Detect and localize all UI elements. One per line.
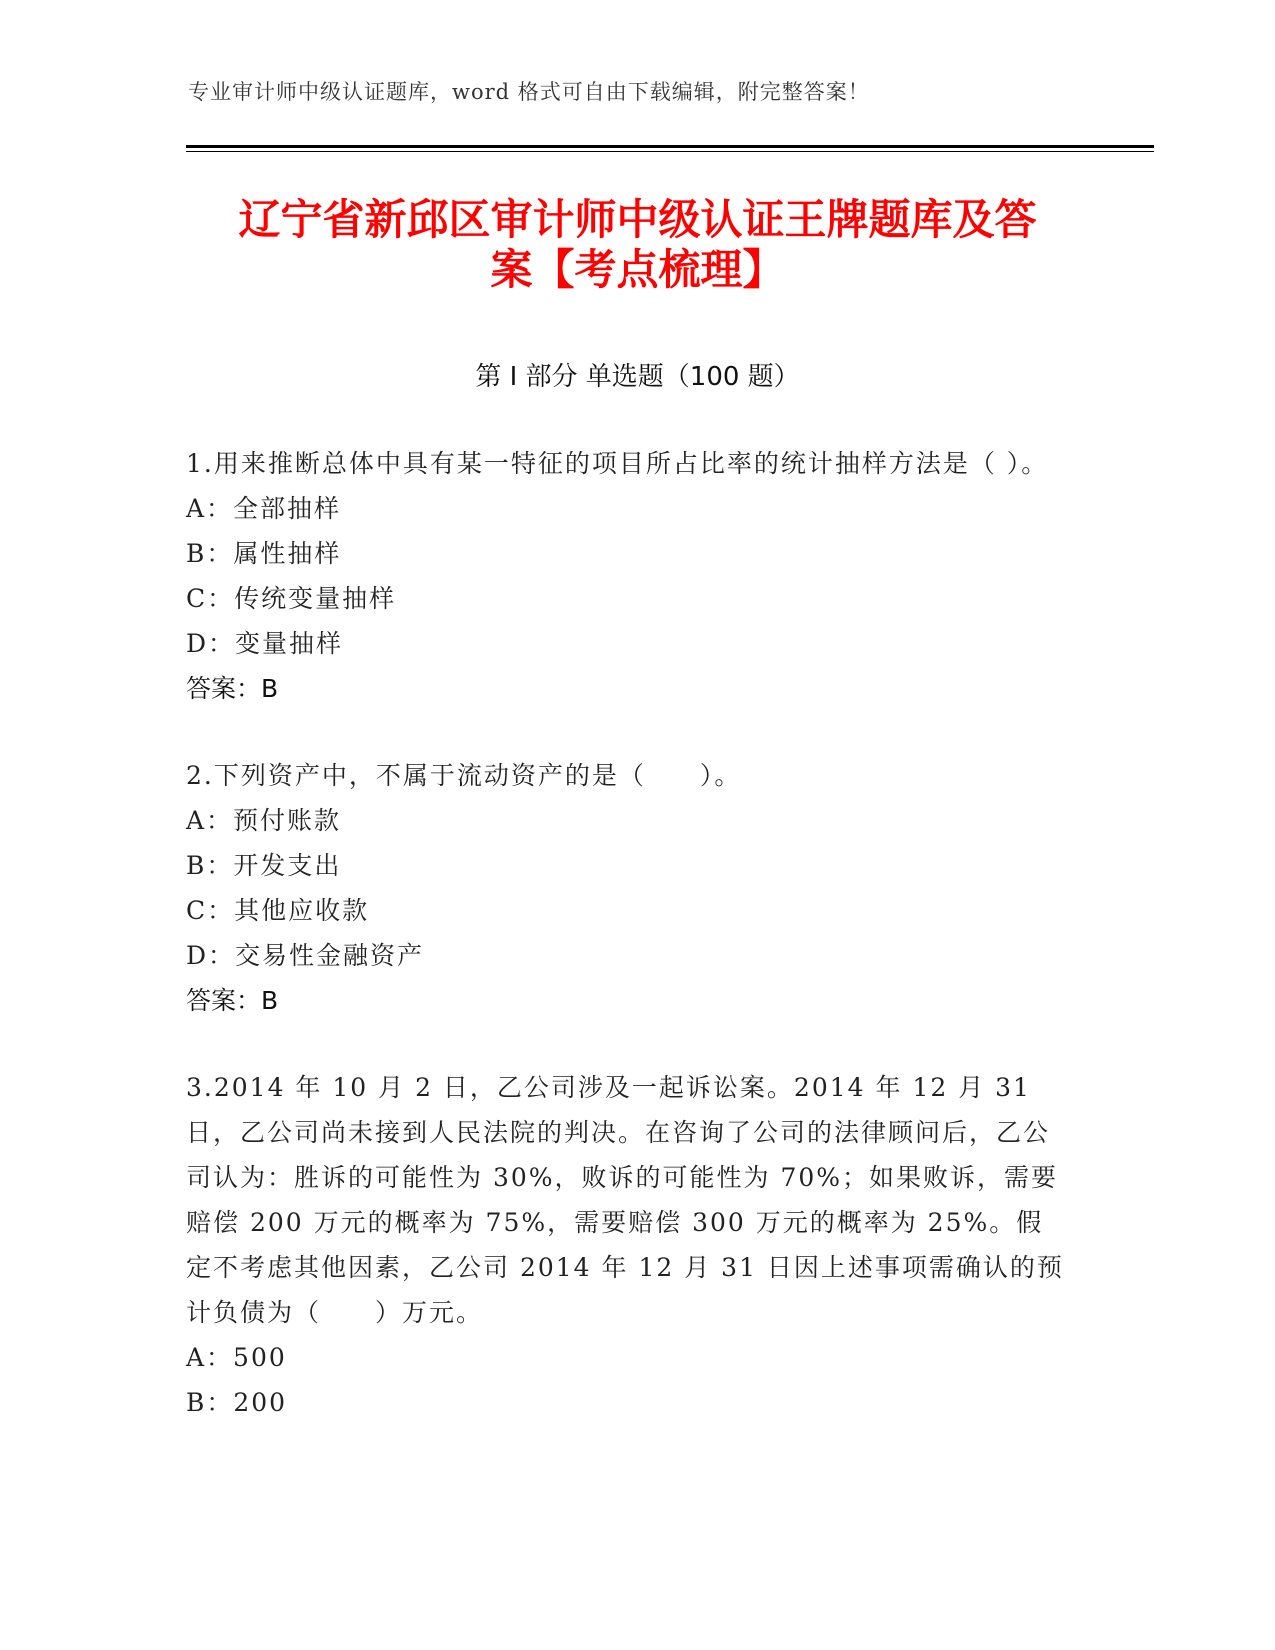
answer: 答案：B <box>186 674 279 703</box>
option-d: D：交易性金融资产 <box>186 941 425 970</box>
option-a: A：预付账款 <box>186 806 342 835</box>
option-b: B：开发支出 <box>186 851 342 880</box>
question-2 <box>186 753 1066 1023</box>
question-text: 3.2014 年 10 月 2 日，乙公司涉及一起诉讼案。2014 年 12 月 31 日，乙公司尚未接到人民法院的判决。在咨询了公司的法律顾问后，乙公司认为：胜诉的可能性为 30%，败诉的可能性为 70%；如果败诉，需要赔偿 200 万元的概率为 75%，需要赔偿 300 万元的概率为 25%。假定不考虑其他因素，乙公司 2014 年 12 月 31 日因上述事项需确认的预计负债为（ ）万元。 <box>186 1073 1064 1327</box>
document-title-line-1: 辽宁省新邱区审计师中级认证王牌题库及答 <box>238 195 1037 244</box>
question-text: 1.用来推断总体中具有某一特征的项目所占比率的统计抽样方法是（ ）。 <box>186 449 1049 478</box>
option-c: C：其他应收款 <box>186 896 370 925</box>
header-rule-thin <box>186 151 1154 152</box>
question-3 <box>186 1065 1066 1425</box>
option-b: B：属性抽样 <box>186 539 342 568</box>
option-a: A：500 <box>186 1343 287 1372</box>
document-title-line-2: 案【考点梳理】 <box>490 245 785 294</box>
question-1 <box>186 441 1066 711</box>
question-list <box>186 441 1066 1467</box>
section-title: 第 I 部分 单选题（100 题） <box>475 362 800 392</box>
option-b: B：200 <box>186 1388 288 1417</box>
option-c: C：传统变量抽样 <box>186 584 397 613</box>
document-title <box>186 195 1089 295</box>
option-a: A：全部抽样 <box>186 494 342 523</box>
option-d: D：变量抽样 <box>186 629 344 658</box>
question-text: 2.下列资产中，不属于流动资产的是（ ）。 <box>186 761 742 790</box>
header-rule-thick <box>186 145 1154 148</box>
header-note: 专业审计师中级认证题库，word 格式可自由下载编辑，附完整答案！ <box>188 80 870 104</box>
answer: 答案：B <box>186 986 279 1015</box>
